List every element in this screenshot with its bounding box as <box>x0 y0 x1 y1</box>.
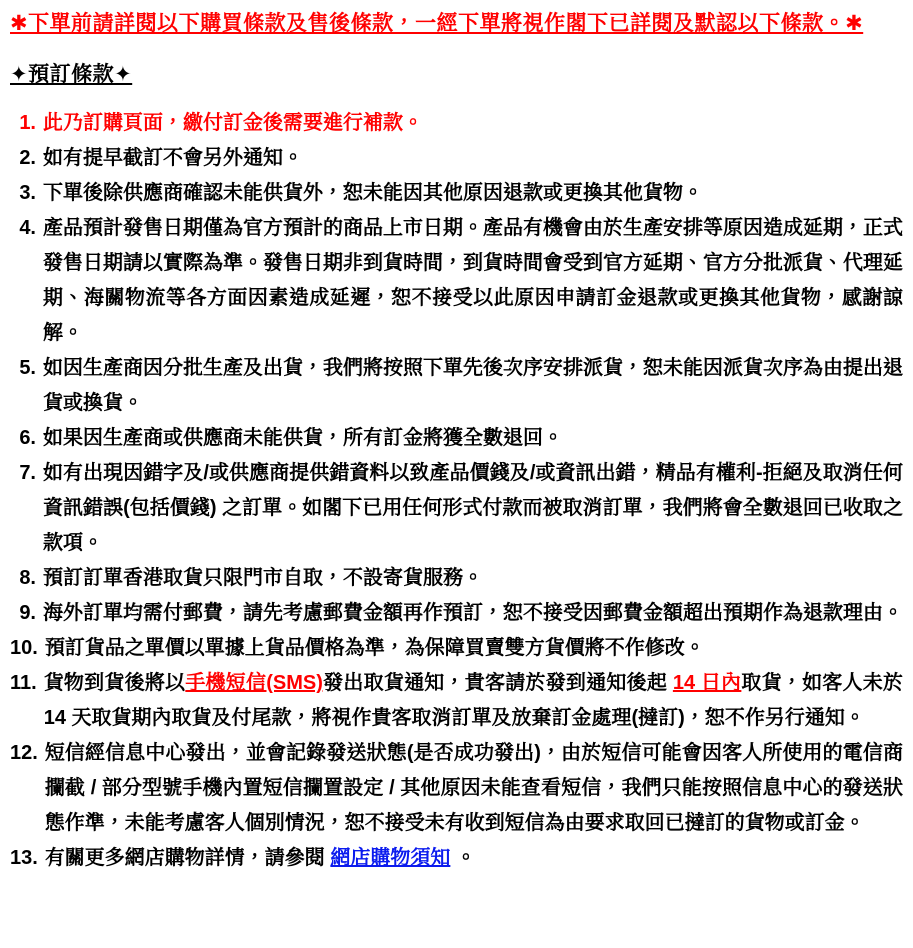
term-text-segment: 取貨，如客人未於 14 天取貨期內取貨及付尾款，將視作貴客取消訂單及放棄訂金處理(撻訂)，恕不作另行通知。 <box>43 672 903 730</box>
pre-order-warning-text: ✱下單前請詳閱以下購買條款及售後條款，一經下單將視作閣下已詳閱及默認以下條款。✱ <box>10 12 864 35</box>
term-text <box>43 596 903 631</box>
term-item-9 <box>10 596 903 631</box>
term-text-segment: 此乃訂購頁面，繳付訂金後需要進行補款。 <box>43 112 423 135</box>
term-text-segment: 預訂訂單香港取貨只限門市自取，不設寄貨服務。 <box>43 567 483 590</box>
term-text <box>43 561 903 596</box>
term-text-segment: 產品預計發售日期僅為官方預計的商品上市日期。產品有機會由於生產安排等原因造成延期，正式發售日期請以實際為準。發售日期非到貨時間，到貨時間會受到官方延期、官方分批派貨、代理延期、海關物流等各方面因素造成延遲，恕不接受以此原因申請訂金退款或更換其他貨物，感謝諒解。 <box>43 217 903 345</box>
term-text <box>44 666 903 736</box>
term-text <box>43 106 903 141</box>
online-store-shopping-notice-link[interactable]: 網店購物須知 <box>330 847 451 870</box>
term-text <box>43 176 903 211</box>
term-text <box>43 211 903 351</box>
term-number: 10. <box>10 637 38 660</box>
term-text-segment: 發出取貨通知，貴客請於發到通知後起 <box>322 672 673 695</box>
term-number: 5. <box>19 357 36 380</box>
term-text-segment: 海外訂單均需付郵費，請先考慮郵費金額再作預訂，恕不接受因郵費金額超出預期作為退款理由。 <box>43 602 903 625</box>
term-item-5 <box>10 351 903 421</box>
term-item-13 <box>10 841 903 876</box>
term-text-segment: 有關更多網店購物詳情，請參閱 <box>44 847 331 870</box>
term-item-12 <box>10 736 903 841</box>
term-number: 3. <box>19 182 36 205</box>
term-text <box>43 141 903 176</box>
term-item-3 <box>10 176 903 211</box>
term-item-4 <box>10 211 903 351</box>
term-text <box>43 456 903 561</box>
term-number: 8. <box>19 567 36 590</box>
term-number: 12. <box>10 742 38 765</box>
section-title: ✦預訂條款✦ <box>10 63 133 87</box>
term-text-segment: 短信經信息中心發出，並會記錄發送狀態(是否成功發出)，由於短信可能會因客人所使用的電信商攔截 / 部分型號手機內置短信攔置設定 / 其他原因未能查看短信，我們只能按照信息中心的發送狀態作準，未能考慮客人個別情況，恕不接受未有收到短信為由要求取回已撻訂的貨物或訂金。 <box>44 742 903 835</box>
term-text-segment: 如果因生產商或供應商未能供貨，所有訂金將獲全數退回。 <box>43 427 563 450</box>
highlighted-term-text: 14 日內 <box>672 672 742 695</box>
term-text-segment: 下單後除供應商確認未能供貨外，恕未能因其他原因退款或更換其他貨物。 <box>43 182 703 205</box>
term-item-2 <box>10 141 903 176</box>
term-text-segment: 如因生產商因分批生產及出貨，我們將按照下單先後次序安排派貨，恕未能因派貨次序為由提出退貨或換貨。 <box>43 357 903 415</box>
term-number: 4. <box>19 217 36 240</box>
term-item-11 <box>10 666 903 736</box>
term-number: 11. <box>10 672 37 695</box>
terms-list <box>10 106 903 876</box>
section-title-row <box>10 58 903 88</box>
term-item-6 <box>10 421 903 456</box>
term-number: 7. <box>19 462 36 485</box>
term-text <box>45 631 903 666</box>
term-item-1 <box>10 106 903 141</box>
term-text <box>43 421 903 456</box>
term-text-segment: 。 <box>450 847 476 870</box>
pre-order-warning-banner <box>10 10 903 38</box>
term-text <box>43 351 903 421</box>
term-text <box>45 736 903 841</box>
term-item-7 <box>10 456 903 561</box>
highlighted-term-text: 手機短信(SMS) <box>185 672 323 695</box>
term-number: 13. <box>10 847 38 870</box>
term-item-8 <box>10 561 903 596</box>
term-text-segment: 預訂貨品之單價以單據上貨品價格為準，為保障買賣雙方貨價將不作修改。 <box>44 637 705 660</box>
term-number: 2. <box>19 147 36 170</box>
term-item-10 <box>10 631 903 666</box>
term-text-segment: 貨物到貨後將以 <box>43 672 186 695</box>
term-number: 9. <box>19 602 36 625</box>
term-number: 6. <box>19 427 36 450</box>
term-text-segment: 如有出現因錯字及/或供應商提供錯資料以致產品價錢及/或資訊出錯，精品有權利-拒絕及取消任何資訊錯誤(包括價錢) 之訂單。如閣下已用任何形式付款而被取消訂單，我們將會全數退回已收取之款項。 <box>43 462 903 555</box>
term-text-segment: 如有提早截訂不會另外通知。 <box>43 147 303 170</box>
term-text <box>45 841 903 876</box>
term-number: 1. <box>19 112 36 135</box>
